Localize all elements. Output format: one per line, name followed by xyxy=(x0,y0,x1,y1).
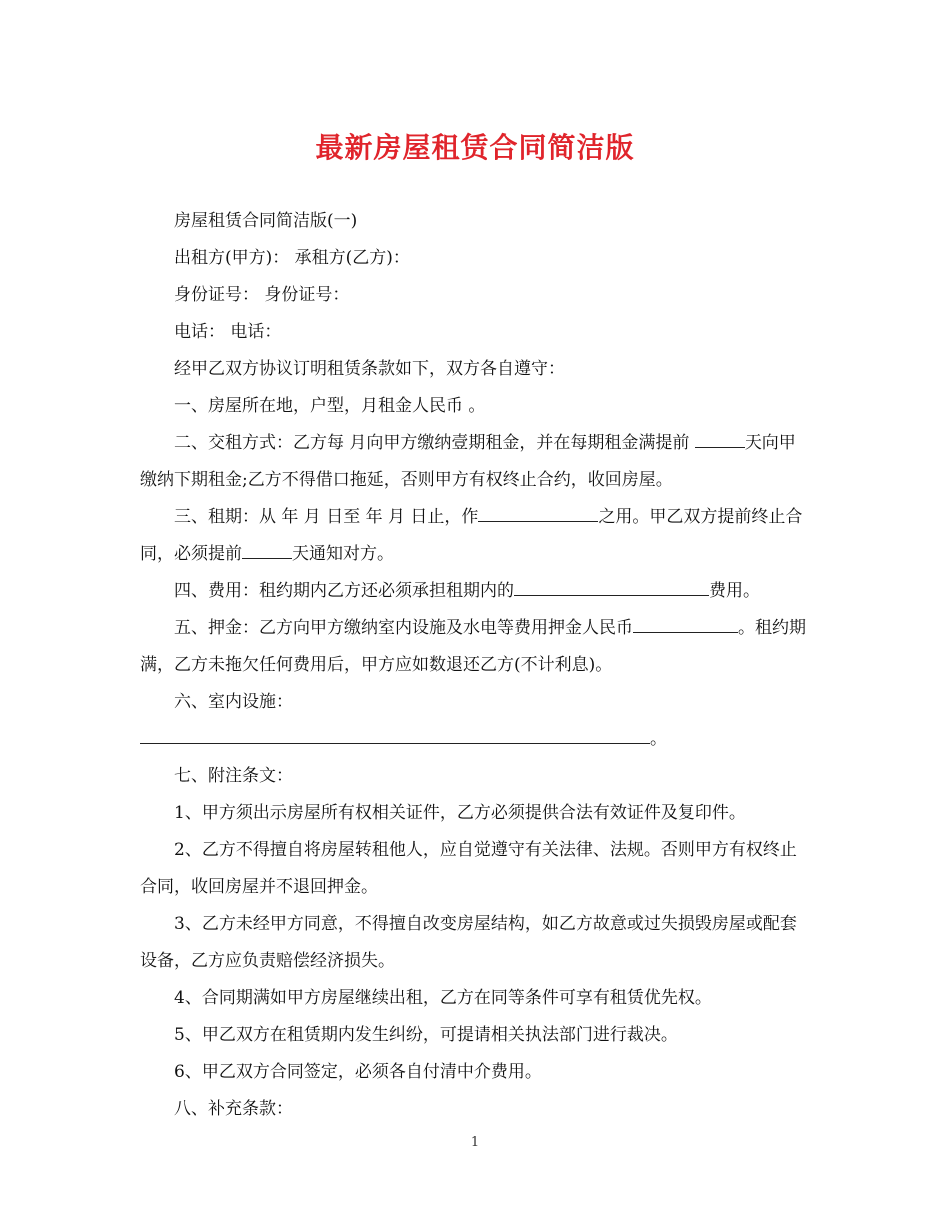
clause-3-text-b: 之用。甲乙双方提前终止合同，必须提前 xyxy=(140,507,803,564)
clause-5-text-b: 。租约期满，乙方未拖欠任何费用后，甲方应如数退还乙方(不计利息)。 xyxy=(140,618,806,675)
note-2: 2、乙方不得擅自将房屋转租他人，应自觉遵守有关法律、法规。否则甲方有权终止合同，收回房屋并不退回押金。 xyxy=(140,840,797,897)
clause-4-text-a: 四、费用：租约期内乙方还必须承担租期内的 xyxy=(174,581,514,601)
clause-6: 六、室内设施： xyxy=(174,692,293,712)
blank-field xyxy=(514,579,709,596)
clause-3-text-a: 三、租期：从 年 月 日至 年 月 日止，作 xyxy=(174,507,479,527)
note-5: 5、甲乙双方在租赁期内发生纠纷，可提请相关执法部门进行裁决。 xyxy=(174,1025,678,1045)
clause-2-text-b: 天向甲缴纳下期租金;乙方不得借口拖延，否则甲方有权终止合约，收回房屋。 xyxy=(140,433,796,490)
parties-line: 出租方(甲方)： 承租方(乙方)： xyxy=(174,248,410,268)
clause-6-end: 。 xyxy=(650,729,667,749)
blank-field xyxy=(633,616,738,633)
clause-4 xyxy=(140,573,812,610)
clause-7: 七、附注条文： xyxy=(174,766,293,786)
page-number: 1 xyxy=(470,1135,480,1150)
clause-2-text-a: 二、交租方式：乙方每 月向甲方缴纳壹期租金，并在每期租金满提前 xyxy=(174,433,695,453)
note-3: 3、乙方未经甲方同意，不得擅自改变房屋结构，如乙方故意或过失损毁房屋或配套设备，乙方应负责赔偿经济损失。 xyxy=(140,914,797,971)
subtitle: 房屋租赁合同简洁版(一) xyxy=(174,211,358,231)
clause-5 xyxy=(140,610,812,684)
note-6: 6、甲乙双方合同签定，必须各自付清中介费用。 xyxy=(174,1062,542,1082)
clause-3 xyxy=(140,499,812,573)
clause-8: 八、补充条款： xyxy=(174,1099,293,1119)
note-1: 1、甲方须出示房屋所有权相关证件，乙方必须提供合法有效证件及复印件。 xyxy=(174,803,746,823)
document-body xyxy=(140,203,812,1128)
intro-paragraph: 经甲乙双方协议订明租赁条款如下，双方各自遵守： xyxy=(174,359,565,379)
clause-6-blank-line xyxy=(140,721,812,758)
phone-line: 电话： 电话： xyxy=(174,322,282,342)
clause-5-text-a: 五、押金：乙方向甲方缴纳室内设施及水电等费用押金人民币 xyxy=(174,618,633,638)
blank-field xyxy=(695,431,745,448)
blank-field xyxy=(140,727,650,744)
clause-2 xyxy=(140,425,812,499)
note-4: 4、合同期满如甲方房屋继续出租，乙方在同等条件可享有租赁优先权。 xyxy=(174,988,712,1008)
clause-1: 一、房屋所在地，户型，月租金人民币 。 xyxy=(174,396,486,416)
clause-4-text-b: 费用。 xyxy=(709,581,760,601)
blank-field xyxy=(478,505,598,522)
clause-3-text-c: 天通知对方。 xyxy=(292,544,394,564)
blank-field xyxy=(242,542,292,559)
document-title: 最新房屋租赁合同简洁版 xyxy=(315,131,635,164)
id-line: 身份证号： 身份证号： xyxy=(174,285,350,305)
